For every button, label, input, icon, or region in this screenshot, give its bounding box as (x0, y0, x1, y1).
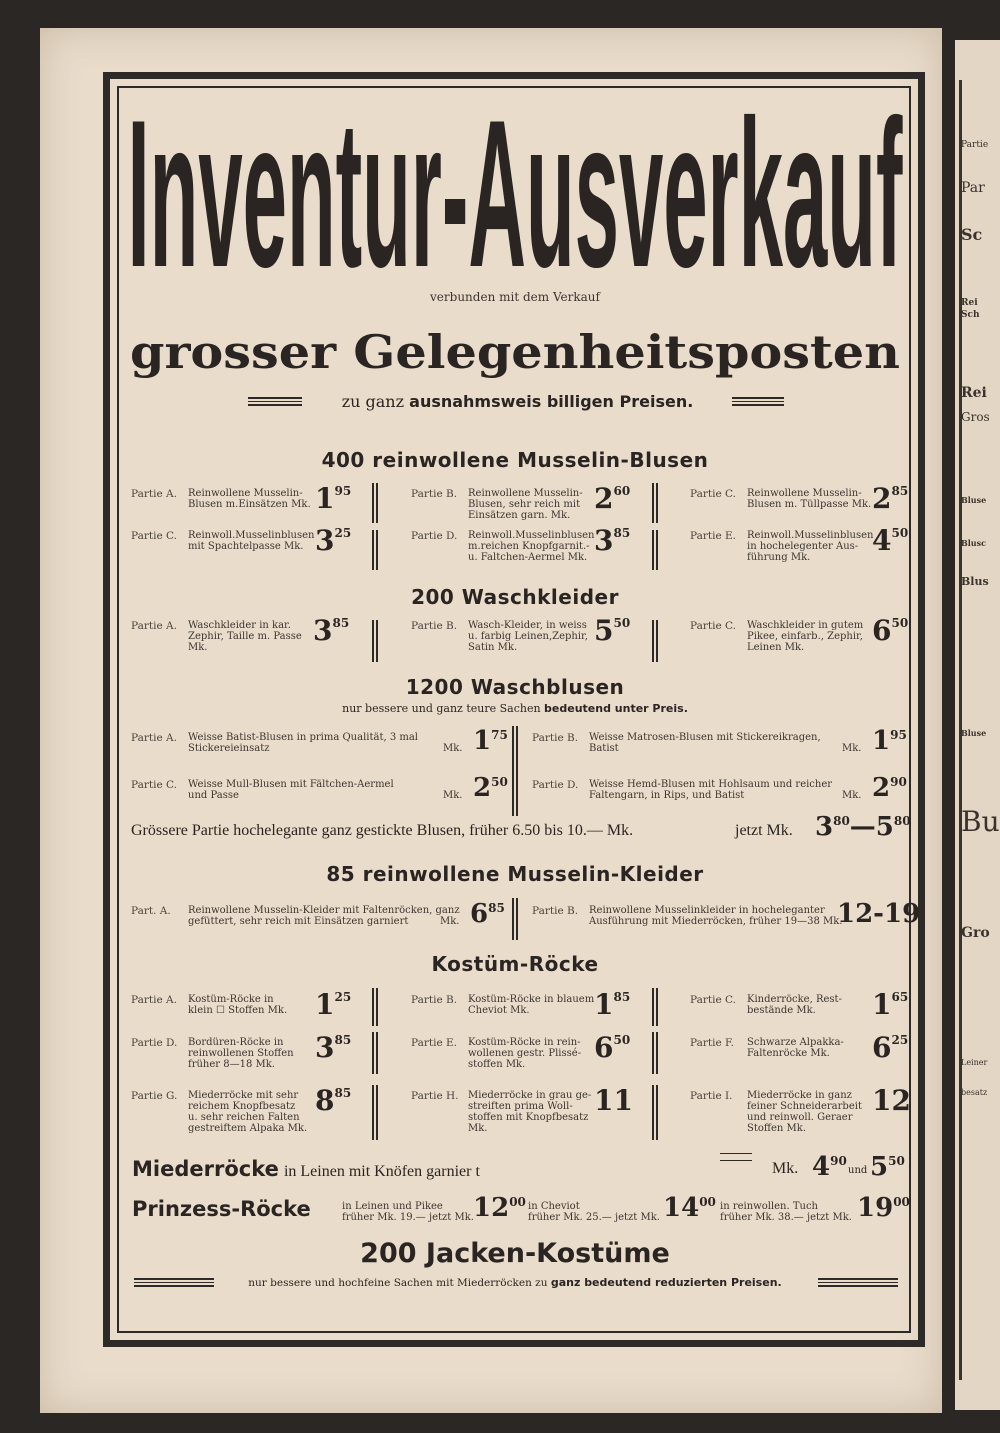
item-price (315, 482, 351, 515)
item-price (872, 1084, 911, 1117)
adjacent-text: Leiner (961, 1058, 988, 1067)
price-main: 8 (315, 1084, 335, 1117)
price-main: 1 (315, 482, 335, 515)
item-description: Reinwoll.Musselinblusen m.reichen Knopfgarnit.- u. Faltchen-Aermel Mk. (468, 530, 595, 563)
prinzess-c-desc: in reinwollen. Tuch früher Mk. 38.— jetzt Mk. (720, 1201, 852, 1223)
jacken-rule-left (134, 1278, 214, 1287)
price-main: 11 (594, 1084, 633, 1117)
price-main: 5 (594, 614, 614, 647)
adjacent-text: Blus (961, 575, 989, 588)
price-main: 3 (315, 1031, 335, 1064)
adjacent-text: Rei (961, 385, 987, 401)
price-main: 12 (872, 1084, 911, 1117)
price-sup: 85 (488, 901, 505, 915)
mk-label: Mk. (842, 790, 862, 801)
item-description: Weisse Mull-Blusen mit Fältchen-Aermel und Passe (188, 779, 394, 801)
item-price (594, 988, 630, 1021)
item-price (473, 773, 508, 803)
adjacent-text: Sc (961, 225, 983, 244)
item-description: Miederröcke in ganz feiner Schneiderarbeit und reinwoll. Geraer Stoffen Mk. (747, 1090, 862, 1134)
adjacent-text: Sch (961, 310, 980, 320)
mieder-p2: 5 (870, 1152, 889, 1182)
price-sup: 65 (891, 990, 909, 1004)
item-description: Reinwoll.Musselinblusen mit Spachtelpasse Mk. (188, 530, 315, 552)
prinzess-a-desc: in Leinen und Pikee früher Mk. 19.— jetzt Mk. (342, 1201, 474, 1223)
item-price (315, 988, 351, 1021)
mieder-p2-sup: 50 (888, 1154, 905, 1168)
item-price (872, 614, 908, 647)
adjacent-text: Bluse (961, 728, 987, 738)
prinzess-b-sup: 00 (699, 1195, 716, 1209)
partie-label: Partie D. (131, 1037, 178, 1049)
adjacent-text: Blusc (961, 538, 986, 548)
item-price (315, 1031, 351, 1064)
price-main: 12-19 (837, 899, 921, 929)
section-title-kostuem-roecke: Kostüm-Röcke (431, 952, 599, 976)
item-price (594, 524, 630, 557)
partie-label: Partie G. (131, 1090, 178, 1102)
price-a: 3 (815, 812, 834, 842)
adjacent-text: Partie (961, 140, 989, 150)
adjacent-page-fragment (955, 40, 1000, 1410)
item-description: Reinwollene Musselin-Kleider mit Faltenröcken, ganz gefüttert, sehr reich mit Einsätzen garniert (188, 905, 460, 927)
item-price (594, 482, 630, 515)
mk-label: Mk. (842, 743, 862, 754)
adjacent-text: Rei (961, 298, 978, 308)
billig-bold: ausnahmsweis billigen Preisen. (409, 392, 694, 411)
partie-label: Partie C. (690, 994, 736, 1006)
price-main: 1 (315, 988, 335, 1021)
item-description: Waschkleider in gutem Pikee, einfarb., Zephir, Leinen Mk. (747, 620, 864, 653)
item-description: Bordüren-Röcke in reinwollenen Stoffen früher 8—18 Mk. (188, 1037, 294, 1070)
price-b: 5 (875, 812, 894, 842)
price-sup: 50 (491, 775, 508, 789)
mieder-p1: 4 (812, 1152, 831, 1182)
gelegenheit-heading (125, 318, 905, 380)
prinzess-a-price (473, 1193, 526, 1223)
section-title-waschkleider: 200 Waschkleider (411, 585, 619, 609)
jacken-sub-bold: ganz bedeutend reduzierten Preisen. (550, 1276, 782, 1289)
prinzess-a-main: 12 (473, 1193, 510, 1223)
column-divider (512, 726, 518, 816)
adjacent-text: Gros (961, 410, 990, 424)
jacken-sub (215, 1276, 815, 1289)
item-description: Reinwoll.Musselinblusen in hochelegenter Aus- führung Mk. (747, 530, 874, 563)
mieder-p1-sup: 90 (830, 1154, 847, 1168)
headline-text: Inventur-Ausverkauf (127, 98, 903, 278)
prinzess-a-sup: 00 (509, 1195, 526, 1209)
price-main: 1 (872, 726, 891, 756)
partie-label: Partie F. (690, 1037, 734, 1049)
partie-label: Partie B. (411, 620, 458, 632)
item-description: Miederröcke mit sehr reichem Knopfbesatz u. sehr reichen Falten gestreiftem Alpaka Mk. (188, 1090, 308, 1134)
partie-label: Partie E. (411, 1037, 458, 1049)
item-price (872, 773, 907, 803)
section-title-waschblusen: 1200 Waschblusen (405, 675, 625, 699)
item-price (473, 726, 508, 756)
prinzess-b-desc: in Cheviot früher Mk. 25.— jetzt Mk. (528, 1201, 660, 1223)
price-main: 1 (594, 988, 614, 1021)
partie-label: Partie D. (532, 779, 579, 791)
price-sup: 85 (334, 1086, 352, 1100)
partie-label: Partie A. (131, 732, 177, 744)
subtitle: verbunden mit dem Verkauf (430, 290, 600, 304)
item-price (594, 1031, 630, 1064)
price-main: 3 (315, 524, 335, 557)
price-sup: 50 (891, 526, 909, 540)
prinzess-bold: Prinzess-Röcke (132, 1197, 311, 1221)
partie-label: Partie B. (532, 905, 579, 917)
item-price (872, 524, 908, 557)
item-description: Kostüm-Röcke in rein- wollenen gestr. Plissé- stoffen Mk. (468, 1037, 582, 1070)
item-description: Reinwollene Musselin- Blusen m. Tüllpasse Mk. (747, 488, 872, 510)
partie-label: Partie A. (131, 620, 177, 632)
price-main: 3 (594, 524, 614, 557)
price-sup: 95 (890, 728, 907, 742)
prinzess-b-price (663, 1193, 716, 1223)
price-sup: 60 (613, 484, 631, 498)
prinzess-c-price (857, 1193, 910, 1223)
item-description: Weisse Batist-Blusen in prima Qualität, 3 mal Stickereieinsatz (188, 732, 419, 754)
column-divider (652, 530, 658, 570)
groessere-partie: Grössere Partie hochelegante ganz gestickte Blusen, früher 6.50 bis 10.— Mk. (131, 822, 634, 839)
price-sup: 50 (613, 616, 631, 630)
price-main: 2 (872, 773, 891, 803)
price-main: 3 (313, 614, 333, 647)
mieder-rule (720, 1153, 752, 1161)
price-main: 6 (872, 1031, 892, 1064)
column-divider (512, 898, 518, 940)
item-price (315, 1084, 351, 1117)
item-price (313, 614, 349, 647)
miederroecke-rest: in Leinen mit Knöfen garnier t (283, 1163, 480, 1180)
price-sup: 85 (613, 990, 631, 1004)
item-price-range (837, 899, 920, 929)
item-description: Reinwollene Musselinkleider in hocheleganter Ausführung mit Miederröcken, früher 19—38 Mk. (589, 905, 843, 927)
mieder-und: und (848, 1165, 868, 1176)
partie-label: Partie C. (131, 779, 177, 791)
item-description: Reinwollene Musselin- Blusen m.Einsätzen Mk. (188, 488, 311, 510)
column-divider (652, 1085, 658, 1140)
partie-label: Partie A. (131, 488, 177, 500)
item-price (594, 1084, 633, 1117)
column-divider (372, 988, 378, 1026)
gelegenheit-text: grosser Gelegenheitsposten (130, 325, 900, 379)
item-description: Wasch-Kleider, in weiss u. farbig Leinen,Zephir, Satin Mk. (468, 620, 588, 653)
price-main: 6 (872, 614, 892, 647)
price-sup: 75 (491, 728, 508, 742)
item-price (594, 614, 630, 647)
partie-label: Partie D. (411, 530, 458, 542)
column-divider (652, 620, 658, 662)
item-price (872, 1031, 908, 1064)
partie-label: Partie C. (131, 530, 177, 542)
mieder-price-2 (870, 1152, 905, 1182)
partie-label: Part. A. (131, 905, 171, 917)
rule-left (248, 397, 302, 406)
adjacent-text: Bu (961, 805, 1000, 838)
prinzess-b-main: 14 (663, 1193, 700, 1223)
price-sup: 85 (891, 484, 909, 498)
jetzt-label: jetzt Mk. (735, 822, 793, 839)
column-divider (652, 988, 658, 1026)
partie-label: Partie C. (690, 488, 736, 500)
price-sup: 25 (334, 990, 352, 1004)
waschblusen-sub-pre: nur bessere und ganz teure Sachen (342, 702, 541, 715)
price-main: 6 (594, 1031, 614, 1064)
column-divider (372, 483, 378, 523)
item-description: Kinderröcke, Rest- bestände Mk. (747, 994, 842, 1016)
price-sup: 50 (891, 616, 909, 630)
item-description: Schwarze Alpakka- Faltenröcke Mk. (747, 1037, 844, 1059)
mk-label: Mk. (443, 790, 463, 801)
mk-label: Mk. (443, 743, 463, 754)
price-sup: 85 (334, 1033, 352, 1047)
price-a-sup: 80 (833, 814, 850, 828)
item-description: Kostüm-Röcke in klein ☐ Stoffen Mk. (188, 994, 288, 1016)
billig-pre: zu ganz (341, 392, 405, 411)
item-price (872, 988, 908, 1021)
price-sup: 90 (890, 775, 907, 789)
item-description: Kostüm-Röcke in blauem Cheviot Mk. (468, 994, 595, 1016)
item-description: Weisse Matrosen-Blusen mit Stickereikragen, Batist (589, 732, 821, 754)
mieder-price-1 (812, 1152, 847, 1182)
item-price (872, 482, 908, 515)
price-sup: 85 (332, 616, 350, 630)
mk-label: Mk. (440, 916, 460, 927)
partie-label: Partie B. (532, 732, 579, 744)
price-main: 4 (872, 524, 892, 557)
price-main: 1 (872, 988, 892, 1021)
rule-right (732, 397, 784, 406)
price-sup: 25 (891, 1033, 909, 1047)
item-description: Weisse Hemd-Blusen mit Hohlsaum und reicher Faltengarn, in Rips, und Batist (589, 779, 833, 801)
waschblusen-sub (125, 702, 905, 715)
miederroecke-bold: Miederröcke (132, 1157, 279, 1181)
column-divider (652, 483, 658, 523)
column-divider (652, 1032, 658, 1074)
item-price (315, 524, 351, 557)
price-main: 6 (470, 899, 489, 929)
section-title-musselin-kleider: 85 reinwollene Musselin-Kleider (326, 862, 704, 886)
jacken-title: 200 Jacken-Kostüme (360, 1238, 670, 1269)
price-dash: — (849, 812, 876, 842)
column-divider (372, 620, 378, 662)
price-sup: 85 (613, 526, 631, 540)
groessere-price-range (815, 812, 911, 842)
prinzess-c-sup: 00 (893, 1195, 910, 1209)
partie-label: Partie H. (411, 1090, 459, 1102)
adjacent-text: Gro (961, 925, 990, 941)
price-main: 2 (872, 482, 892, 515)
section-title-musselin-blusen: 400 reinwollene Musselin-Blusen (321, 448, 709, 472)
partie-label: Partie E. (690, 530, 737, 542)
price-b-sup: 80 (893, 814, 911, 828)
partie-label: Partie I. (690, 1090, 733, 1102)
headline (125, 98, 905, 278)
mieder-mk: Mk. (772, 1160, 799, 1177)
jacken-sub-pre: nur bessere und hochfeine Sachen mit Miederröcken zu (248, 1277, 548, 1289)
partie-label: Partie B. (411, 994, 458, 1006)
jacken-rule-right (818, 1278, 898, 1287)
item-price (470, 899, 505, 929)
price-main: 1 (473, 726, 492, 756)
price-sup: 25 (334, 526, 352, 540)
adjacent-text: besatz (961, 1088, 988, 1097)
partie-label: Partie C. (690, 620, 736, 632)
column-divider (372, 1032, 378, 1074)
item-price (872, 726, 907, 756)
price-sup: 50 (613, 1033, 631, 1047)
item-description: Reinwollene Musselin- Blusen, sehr reich mit Einsätzen garn. Mk. (468, 488, 583, 521)
miederroecke-line (132, 1157, 480, 1181)
item-description: Miederröcke in grau ge- streiften prima Woll- stoffen mit Knopfbesatz Mk. (468, 1090, 592, 1134)
waschblusen-sub-bold: bedeutend unter Preis. (544, 702, 688, 715)
column-divider (372, 530, 378, 570)
price-main: 2 (594, 482, 614, 515)
column-divider (372, 1085, 378, 1140)
partie-label: Partie A. (131, 994, 177, 1006)
prinzess-c-main: 19 (857, 1193, 894, 1223)
price-main: 2 (473, 773, 492, 803)
partie-label: Partie B. (411, 488, 458, 500)
billig-line (305, 392, 730, 411)
adjacent-text: Par (961, 180, 985, 196)
item-description: Waschkleider in kar. Zephir, Taille m. Passe Mk. (188, 620, 302, 653)
price-sup: 95 (334, 484, 352, 498)
adjacent-text: Bluse (961, 495, 987, 505)
